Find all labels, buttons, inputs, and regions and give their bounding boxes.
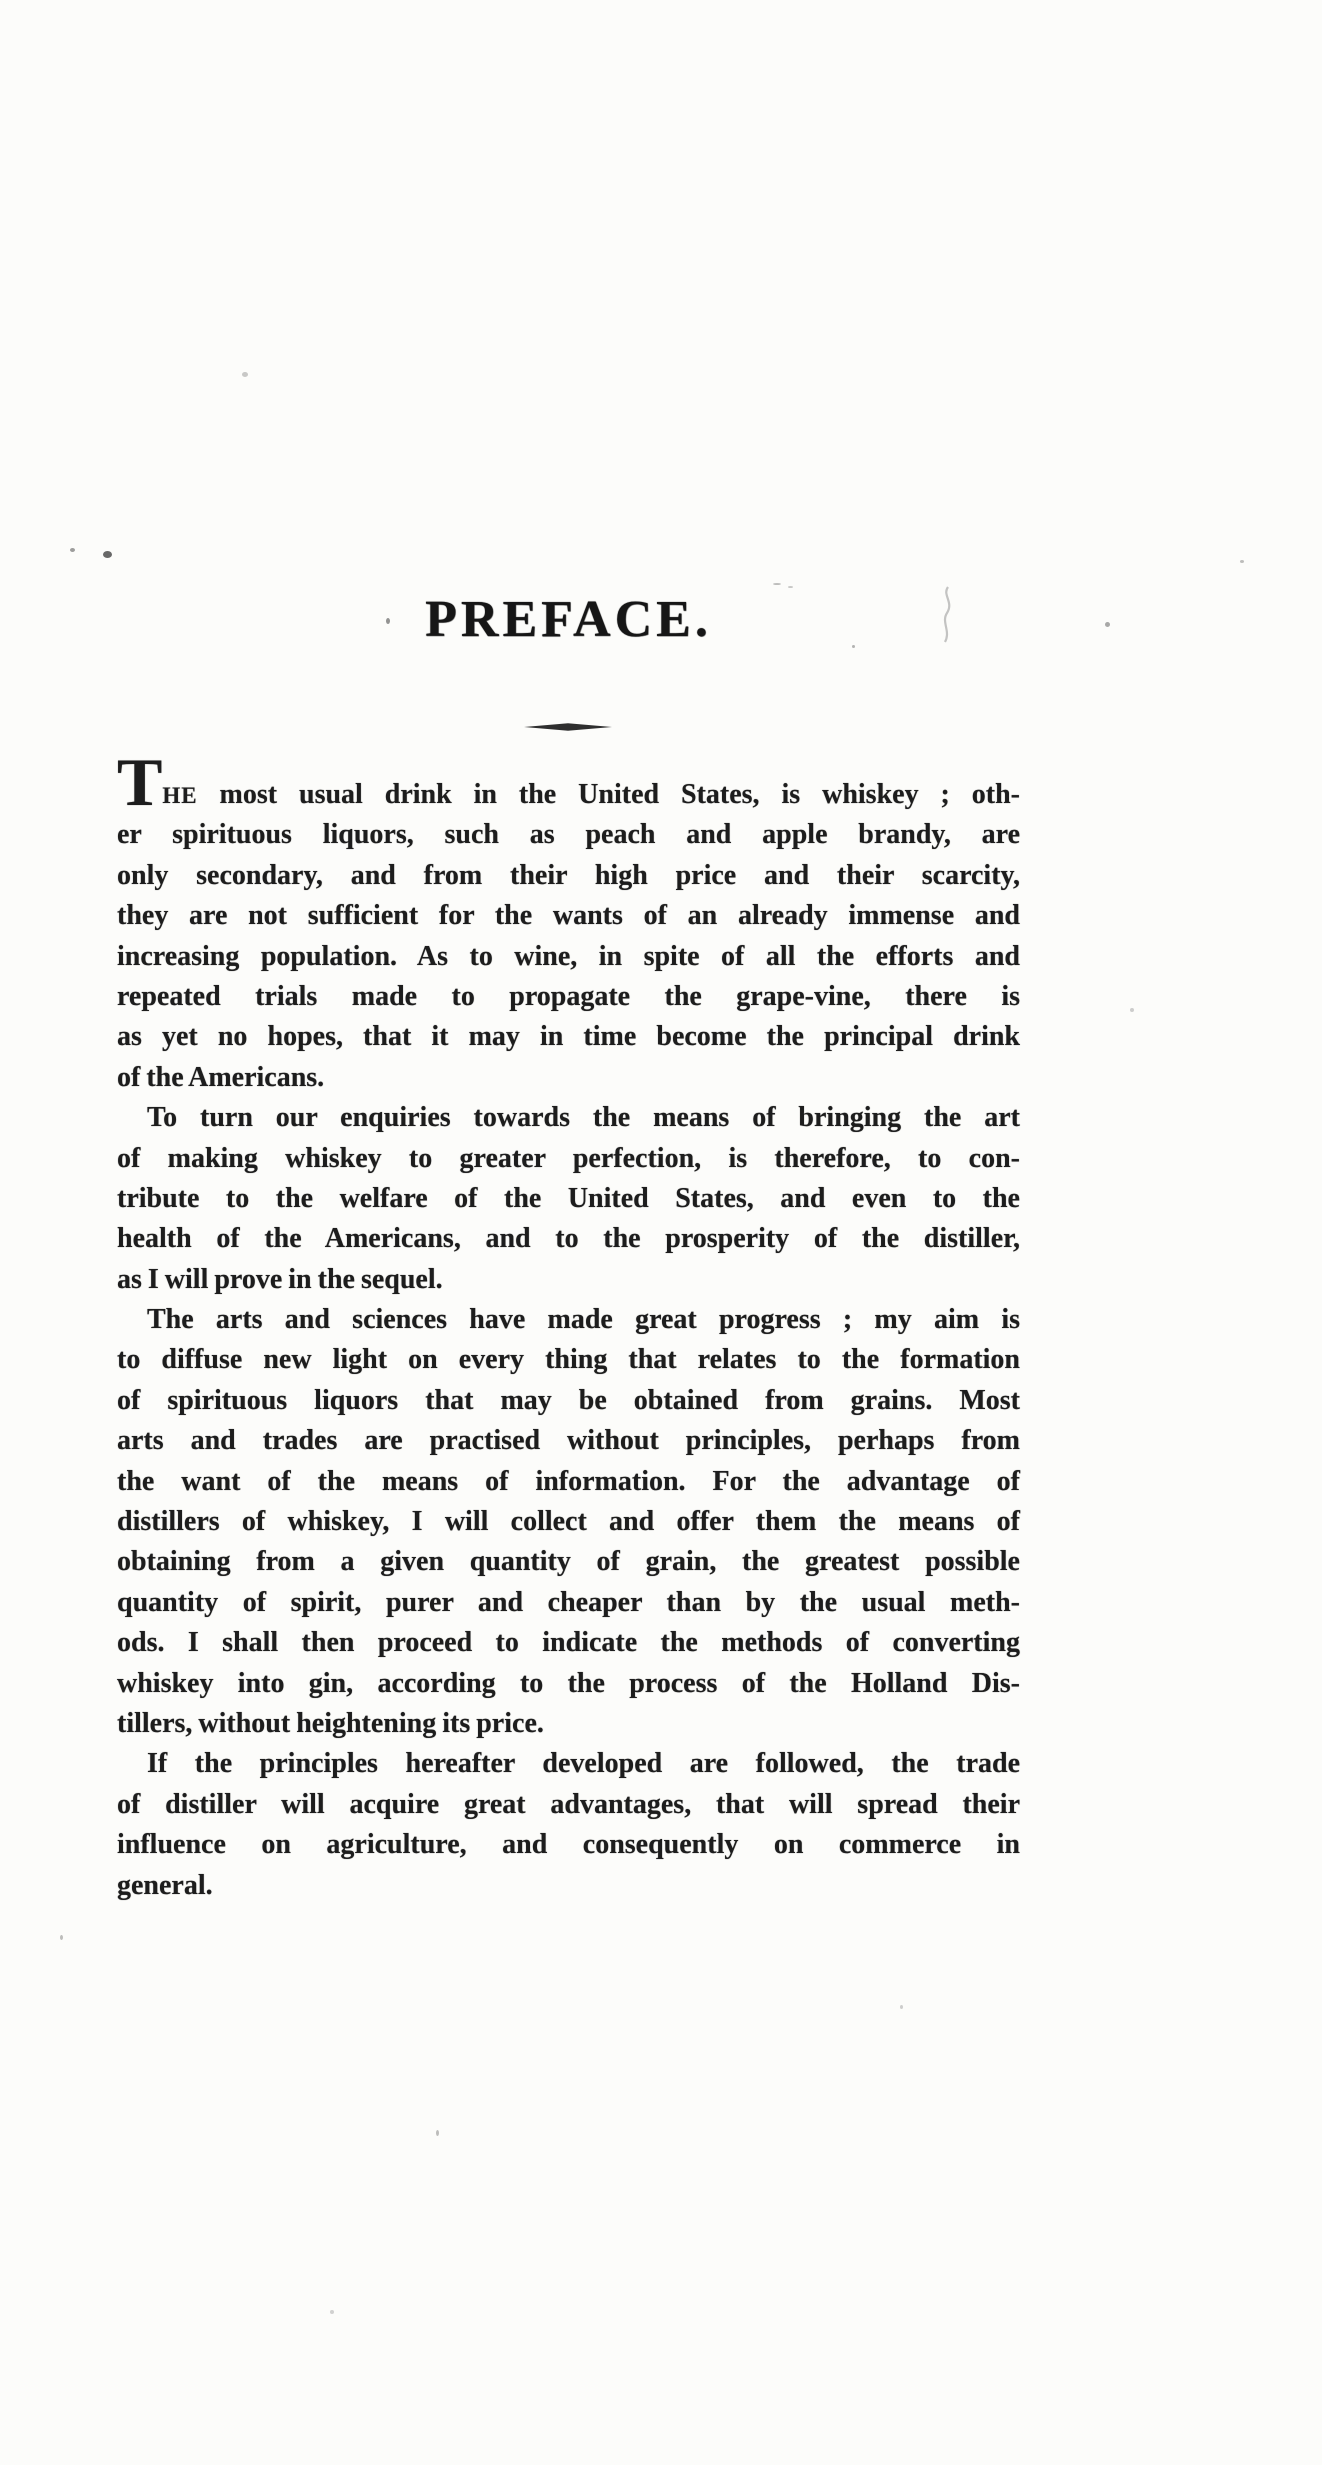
text-line: quantity of spirit, purer and cheaper than by the usual meth-	[117, 1586, 1020, 1618]
text-line: they are not sufficient for the wants of an already immense and	[117, 900, 1020, 932]
ink-speck	[900, 2005, 903, 2009]
text-line: general.	[117, 1869, 213, 1901]
text-line: as yet no hopes, that it may in time become the principal drink	[117, 1021, 1020, 1053]
ink-speck	[60, 1935, 63, 1940]
text-line: obtaining from a given quantity of grain, the greatest possible	[117, 1546, 1020, 1578]
text-line: increasing population. As to wine, in spite of all the efforts and	[117, 940, 1020, 972]
ink-speck	[1105, 622, 1110, 627]
ink-speck	[70, 548, 75, 552]
text-line: er spirituous liquors, such as peach and apple brandy, are	[117, 819, 1020, 851]
text-line: health of the Americans, and to the prosperity of the distiller,	[117, 1223, 1020, 1255]
text-line: to diffuse new light on every thing that relates to the formation	[117, 1344, 1020, 1376]
ink-speck	[852, 645, 855, 648]
ink-speck	[386, 618, 390, 624]
text-line: of making whiskey to greater perfection, is therefore, to con-	[117, 1142, 1020, 1174]
page-title: PREFACE.	[425, 591, 712, 648]
text-line: only secondary, and from their high price and their scarcity,	[117, 859, 1020, 891]
ink-speck	[330, 2310, 334, 2314]
ink-speck	[436, 2130, 439, 2136]
text-line: of spirituous liquors that may be obtained from grains. Most	[117, 1384, 1020, 1416]
ink-speck	[1130, 1008, 1134, 1012]
text-line: The arts and sciences have made great progress ; my aim is	[147, 1304, 1020, 1336]
ink-speck	[773, 583, 781, 585]
drop-cap-initial: T	[117, 744, 163, 820]
text-line: whiskey into gin, according to the process of the Holland Dis-	[117, 1667, 1020, 1699]
stray-ink-squiggle	[941, 585, 955, 645]
preface-body-text	[117, 744, 1020, 1906]
text-line: of distiller will acquire great advantages, that will spread their	[117, 1788, 1020, 1820]
ink-speck	[788, 586, 793, 588]
text-line: of the Americans.	[117, 1061, 325, 1093]
ink-speck	[242, 372, 248, 377]
text-line: tillers, without heightening its price.	[117, 1707, 544, 1739]
text-line: To turn our enquiries towards the means of bringing the art	[147, 1102, 1020, 1134]
text-line: as I will prove in the sequel.	[117, 1263, 443, 1295]
text-line: arts and trades are practised without principles, perhaps from	[117, 1425, 1020, 1457]
text-line-dropcap	[117, 744, 1020, 820]
text-line: If the principles hereafter developed are followed, the trade	[147, 1748, 1020, 1780]
text-line: tribute to the welfare of the United States, and even to the	[117, 1182, 1020, 1214]
ink-speck	[1240, 560, 1244, 563]
text-line: the want of the means of information. For the advantage of	[117, 1465, 1020, 1497]
text-line: distillers of whiskey, I will collect and offer them the means of	[117, 1506, 1020, 1538]
swelled-rule-ornament	[524, 722, 612, 732]
ink-speck	[103, 551, 112, 558]
small-caps-word-part: HE	[162, 783, 198, 808]
first-line-text: most usual drink in the United States, is whiskey ; oth-	[197, 779, 1020, 810]
text-line: ods. I shall then proceed to indicate the methods of converting	[117, 1627, 1020, 1659]
text-line: influence on agriculture, and consequently on commerce in	[117, 1829, 1020, 1861]
text-line: repeated trials made to propagate the grape-vine, there is	[117, 980, 1020, 1012]
